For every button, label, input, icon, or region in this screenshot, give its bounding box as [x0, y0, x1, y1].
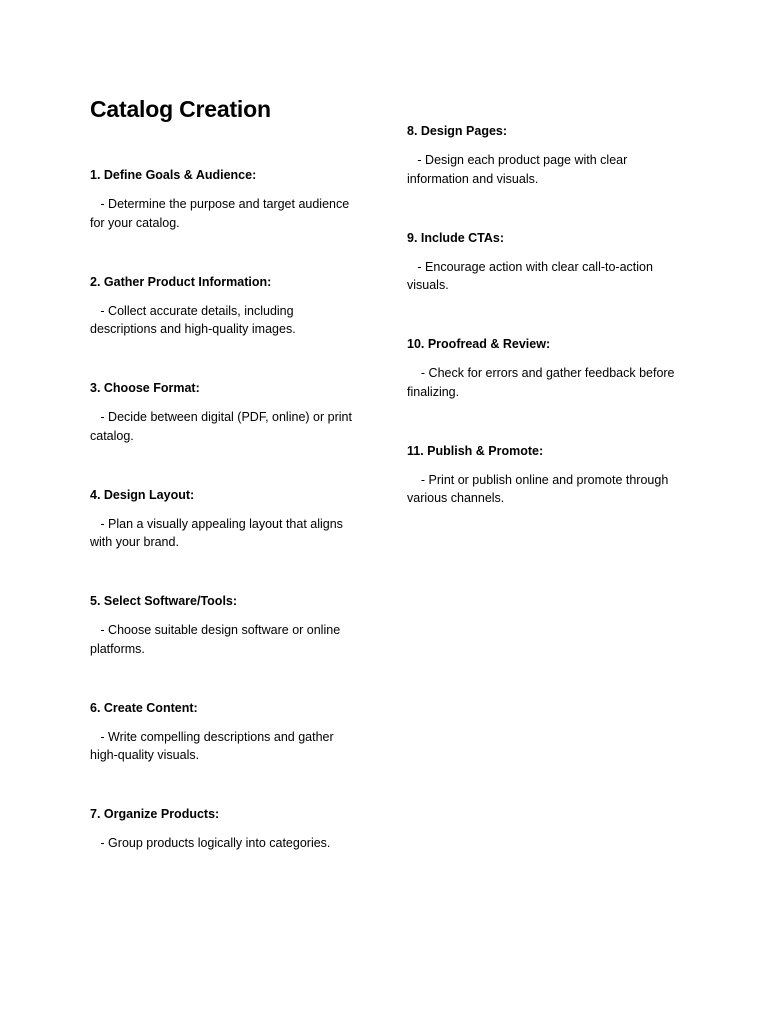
step-description: - Decide between digital (PDF, online) or print catalog. — [90, 410, 356, 443]
step-heading: 1. Define Goals & Audience: — [90, 168, 257, 182]
step-5 — [90, 592, 362, 699]
step-description: - Collect accurate details, including descriptions and high-quality images. — [90, 303, 298, 336]
step-4 — [90, 486, 362, 593]
step-heading: 2. Gather Product Information: — [90, 274, 272, 289]
step-heading: 7. Organize Products: — [90, 807, 220, 821]
step-heading: 10. Proofread & Review: — [407, 337, 551, 351]
step-heading: 8. Design Pages: — [407, 124, 508, 138]
step-9 — [407, 229, 679, 336]
page-title: Catalog Creation — [90, 96, 271, 122]
step-2 — [90, 273, 362, 380]
step-3 — [90, 379, 362, 486]
step-description: - Plan a visually appealing layout that aligns with your brand. — [90, 516, 347, 549]
step-heading: 5. Select Software/Tools: — [90, 594, 238, 608]
step-7 — [90, 805, 362, 912]
step-6 — [90, 699, 362, 806]
right-column — [407, 122, 679, 548]
step-description: - Check for errors and gather feedback before finalizing. — [407, 366, 678, 399]
step-description: - Determine the purpose and target audience for your catalog. — [90, 197, 353, 230]
step-heading: 4. Design Layout: — [90, 487, 195, 502]
step-10 — [407, 335, 679, 442]
step-description: - Print or publish online and promote through various channels. — [407, 472, 672, 505]
step-description: - Design each product page with clear information and visuals. — [407, 153, 631, 186]
step-1 — [90, 166, 362, 273]
step-heading: 9. Include CTAs: — [407, 230, 505, 245]
step-description: - Encourage action with clear call-to-action visuals. — [407, 259, 657, 292]
step-11 — [407, 442, 679, 549]
step-8 — [407, 122, 679, 229]
step-heading: 3. Choose Format: — [90, 381, 200, 395]
step-description: - Group products logically into categories. — [90, 836, 331, 850]
left-column — [90, 166, 362, 912]
step-description: - Write compelling descriptions and gather high-quality visuals. — [90, 729, 338, 762]
step-heading: 6. Create Content: — [90, 700, 198, 715]
step-heading: 11. Publish & Promote: — [407, 443, 544, 458]
step-description: - Choose suitable design software or online platforms. — [90, 623, 344, 656]
